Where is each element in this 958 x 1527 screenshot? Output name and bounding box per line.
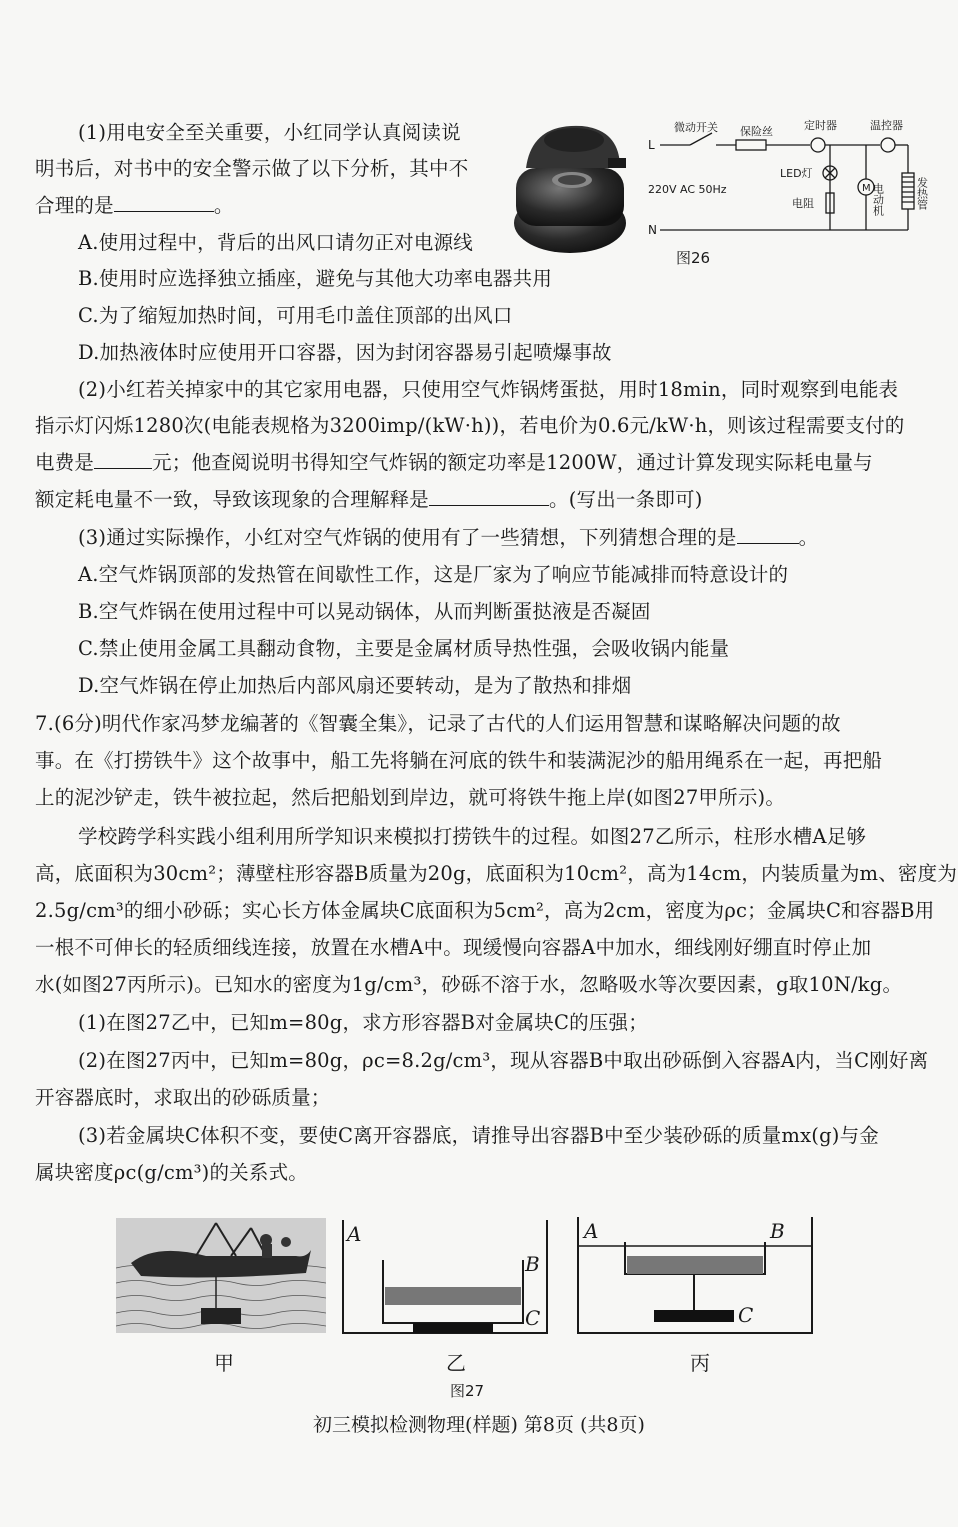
answer-blank <box>429 487 549 506</box>
q6-part2-line3 <box>35 450 873 476</box>
q7-sub3-line2: 属块密度ρc(g/cm³)的关系式。 <box>35 1161 308 1184</box>
label-a-yi: A <box>347 1222 362 1246</box>
q6-part1-line3 <box>35 193 234 219</box>
q7-line7: 一根不可伸长的轻质细线连接，放置在水槽A中。现缓慢向容器A中加水，细线刚好绷直时停止加 <box>35 936 872 959</box>
q6-part3-line1-text: (3)通过实际操作，小红对空气炸锅的使用有了一些猜想，下列猜想合理的是 <box>78 526 737 549</box>
circuit-label-l: L <box>648 138 655 152</box>
circuit-label-resistor: 电阻 <box>792 197 814 210</box>
q6-part2-line4 <box>35 487 703 513</box>
q7-sub1: (1)在图27乙中，已知m=80g，求方形容器B对金属块C的压强； <box>78 1011 648 1034</box>
q6-part1-line1: (1)用电安全至关重要，小红同学认真阅读说 <box>78 121 461 144</box>
q6-part3-line1 <box>78 525 818 551</box>
label-b-bing: B <box>770 1219 785 1243</box>
circuit-motor-symbol: M <box>862 183 871 194</box>
q7-line8: 水(如图27丙所示)。已知水的密度为1g/cm³，砂砾不溶于水，忽略吸水等次要因素，g取10N/kg。 <box>35 973 903 996</box>
circuit-label-supply: 220V AC 50Hz <box>648 183 727 196</box>
circuit-label-motor: 电动机 <box>871 183 885 216</box>
figure-27-caption: 图27 <box>450 1382 485 1400</box>
circuit-label-led: LED灯 <box>780 167 813 180</box>
label-yi: 乙 <box>446 1351 466 1375</box>
q6-part1-option-a: A.使用过程中，背后的出风口请勿正对电源线 <box>78 231 473 254</box>
circuit-label-n: N <box>648 223 657 237</box>
q7-line1: 7.(6分)明代作家冯梦龙编著的《智囊全集》，记录了古代的人们运用智慧和谋略解决问题的故 <box>35 712 841 735</box>
circuit-diagram-fig26 <box>640 115 940 280</box>
circuit-label-fuse: 保险丝 <box>740 125 773 138</box>
q6-part3-option-b: B.空气炸锅在使用过程中可以晃动锅体，从而判断蛋挞液是否凝固 <box>78 600 651 623</box>
q6-part3-option-d: D.空气炸锅在停止加热后内部风扇还要转动，是为了散热和排烟 <box>78 674 632 697</box>
q6-part2-line1: (2)小红若关掉家中的其它家用电器，只使用空气炸锅烤蛋挞，用时18min，同时观察到电能表 <box>78 378 899 401</box>
figure-26-caption: 图26 <box>676 249 711 267</box>
circuit-label-timer: 定时器 <box>804 119 837 132</box>
q7-line4: 学校跨学科实践小组利用所学知识来模拟打捞铁牛的过程。如图27乙所示，柱形水槽A足够 <box>78 825 867 848</box>
q7-line3: 上的泥沙铲走，铁牛被拉起，然后把船划到岸边，就可将铁牛拖上岸(如图27甲所示)。 <box>35 786 786 809</box>
q6-part2-line2: 指示灯闪烁1280次(电能表规格为3200imp/(kW·h))，若电价为0.6元/kW·h，则该过程需要支付的 <box>35 414 905 437</box>
diagram-bing <box>570 1212 820 1340</box>
page-footer: 初三模拟检测物理(样题) 第8页 (共8页) <box>313 1414 645 1436</box>
q6-part2-line3-text: 电费是 <box>35 451 95 474</box>
label-c-bing: C <box>738 1303 754 1327</box>
q6-part3-option-a: A.空气炸锅顶部的发热管在间歇性工作，这是厂家为了响应节能减排而特意设计的 <box>78 563 789 586</box>
q6-part3-line1-end: 。 <box>798 526 819 549</box>
answer-blank <box>737 525 799 544</box>
q6-part2-line4-rest: 。(写出一条即可) <box>549 488 703 511</box>
q6-part1-option-c: C.为了缩短加热时间，可用毛巾盖住顶部的出风口 <box>78 304 513 327</box>
q6-part1-line3-text: 合理的是 <box>35 194 114 217</box>
q7-sub2-line1: (2)在图27丙中，已知m=80g，ρc=8.2g/cm³，现从容器B中取出砂砾倒入容器A内，当C刚好离 <box>78 1049 929 1072</box>
label-a-bing: A <box>584 1219 599 1243</box>
diagram-yi <box>335 1215 555 1340</box>
label-c-yi: C <box>525 1306 541 1330</box>
circuit-label-switch: 微动开关 <box>674 121 718 134</box>
q6-part2-line3-rest: 元；他查阅说明书得知空气炸锅的额定功率是1200W，通过计算发现实际耗电量与 <box>152 451 873 474</box>
q6-part1-line2: 明书后，对书中的安全警示做了以下分析，其中不 <box>35 157 469 180</box>
air-fryer-photo <box>512 118 632 258</box>
q6-part1-option-b: B.使用时应选择独立插座，避免与其他大功率电器共用 <box>78 267 553 290</box>
circuit-label-heater: 发热管 <box>915 177 929 210</box>
q6-part3-option-c: C.禁止使用金属工具翻动食物，主要是金属材质导热性强，会吸收锅内能量 <box>78 637 730 660</box>
q7-sub2-line2: 开容器底时，求取出的砂砾质量； <box>35 1086 331 1109</box>
q7-line5: 高，底面积为30cm²；薄壁柱形容器B质量为20g，底面积为10cm²，高为14cm，内装质量为m、密度为 <box>35 862 958 885</box>
q7-line2: 事。在《打捞铁牛》这个故事中，船工先将躺在河底的铁牛和装满泥沙的船用绳系在一起，再把船 <box>35 749 883 772</box>
answer-blank <box>114 193 214 212</box>
circuit-label-thermostat: 温控器 <box>870 119 903 132</box>
q6-part1-line3-end: 。 <box>213 194 234 217</box>
label-jia: 甲 <box>214 1351 234 1375</box>
q6-part1-option-d: D.加热液体时应使用开口容器，因为封闭容器易引起喷爆事故 <box>78 341 612 364</box>
q7-line6: 2.5g/cm³的细小砂砾；实心长方体金属块C底面积为5cm²，高为2cm，密度为ρc；金属块C和容器B用 <box>35 899 935 922</box>
answer-blank <box>94 450 152 469</box>
label-bing: 丙 <box>690 1351 710 1375</box>
label-b-yi: B <box>525 1252 540 1276</box>
q6-part2-line4-text: 额定耗电量不一致，导致该现象的合理解释是 <box>35 488 430 511</box>
boat-illustration-jia <box>116 1218 326 1333</box>
q7-sub3-line1: (3)若金属块C体积不变，要使C离开容器底，请推导出容器B中至少装砂砾的质量mx(g)与金 <box>78 1124 879 1147</box>
